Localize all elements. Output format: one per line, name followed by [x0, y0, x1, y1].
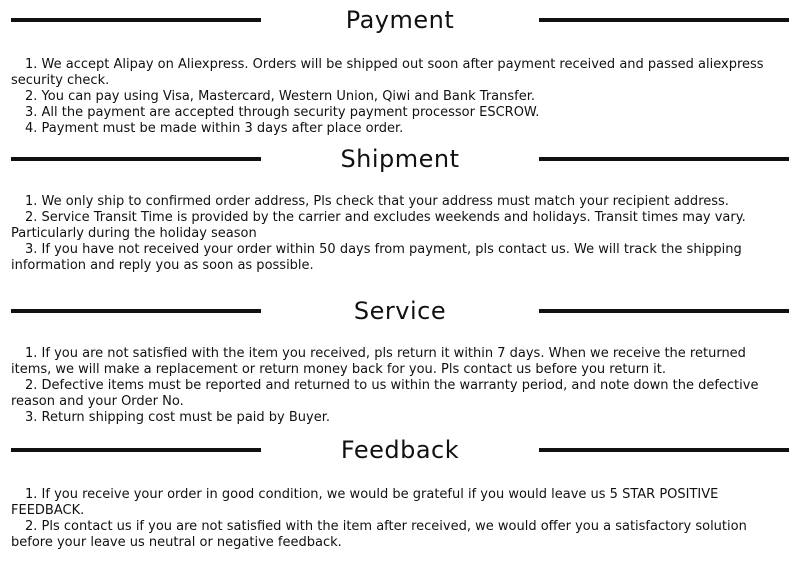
payment-heading: Payment: [345, 6, 455, 34]
payment-item-4: [11, 121, 792, 137]
line: 1. If you receive your order in good condition, we would be grateful if you would leave us 5 STAR POSITIVE: [25, 487, 719, 502]
line: 1. If you are not satisfied with the item you received, pls return it within 7 days. When we receive the returned: [25, 346, 746, 361]
line: Particularly during the holiday season: [11, 226, 257, 241]
payment-item-1: [11, 57, 792, 89]
feedback-section: [0, 432, 800, 551]
service-heading: Service: [353, 297, 447, 325]
line: 1. We only ship to confirmed order address, Pls check that your address must match your recipient address.: [25, 194, 729, 209]
feedback-item-1: [11, 487, 792, 519]
shipment-body: [0, 194, 800, 274]
line: 2. You can pay using Visa, Mastercard, Western Union, Qiwi and Bank Transfer.: [25, 89, 536, 104]
line: 4. Payment must be made within 3 days after place order.: [25, 121, 404, 136]
divider-right: [539, 18, 789, 22]
payment-item-3: [11, 105, 792, 121]
line: 2. Pls contact us if you are not satisfied with the item after received, we would offer you a satisfactory solution: [25, 519, 747, 534]
line: 1. We accept Alipay on Aliexpress. Orders will be shipped out soon after payment received and passed aliexpress: [25, 57, 764, 72]
line: items, we will make a replacement or return money back for you. Pls contact us before you return it.: [11, 362, 667, 377]
shipment-item-1: [11, 194, 792, 210]
payment-section: [0, 2, 800, 137]
shipment-item-2: [11, 210, 792, 242]
line: reason and your Order No.: [11, 394, 184, 409]
line: security check.: [11, 73, 110, 88]
line: FEEDBACK.: [11, 503, 85, 518]
divider-right: [539, 448, 789, 452]
divider-right: [539, 309, 789, 313]
payment-item-2: [11, 89, 792, 105]
feedback-heading-row: [0, 432, 800, 468]
service-section: [0, 293, 800, 426]
service-item-1: [11, 346, 792, 378]
line: before your leave us neutral or negative feedback.: [11, 535, 342, 550]
line: 2. Service Transit Time is provided by the carrier and excludes weekends and holidays. Transit times may vary.: [25, 210, 746, 225]
feedback-item-2: [11, 519, 792, 551]
line: 3. All the payment are accepted through security payment processor ESCROW.: [25, 105, 540, 120]
shipment-section: [0, 141, 800, 274]
service-heading-row: [0, 293, 800, 329]
payment-body: [0, 57, 800, 137]
line: 2. Defective items must be reported and returned to us within the warranty period, and note down the defective: [25, 378, 759, 393]
service-item-2: [11, 378, 792, 410]
shipment-heading-row: [0, 141, 800, 177]
line: information and reply you as soon as possible.: [11, 258, 314, 273]
service-body: [0, 346, 800, 426]
line: 3. Return shipping cost must be paid by Buyer.: [25, 410, 330, 425]
feedback-body: [0, 487, 800, 551]
divider-right: [539, 157, 789, 161]
feedback-heading: Feedback: [340, 436, 460, 464]
shipment-item-3: [11, 242, 792, 274]
payment-heading-row: [0, 2, 800, 38]
line: 3. If you have not received your order within 50 days from payment, pls contact us. We will track the shipping: [25, 242, 742, 257]
service-item-3: [11, 410, 792, 426]
shipment-heading: Shipment: [340, 145, 460, 173]
